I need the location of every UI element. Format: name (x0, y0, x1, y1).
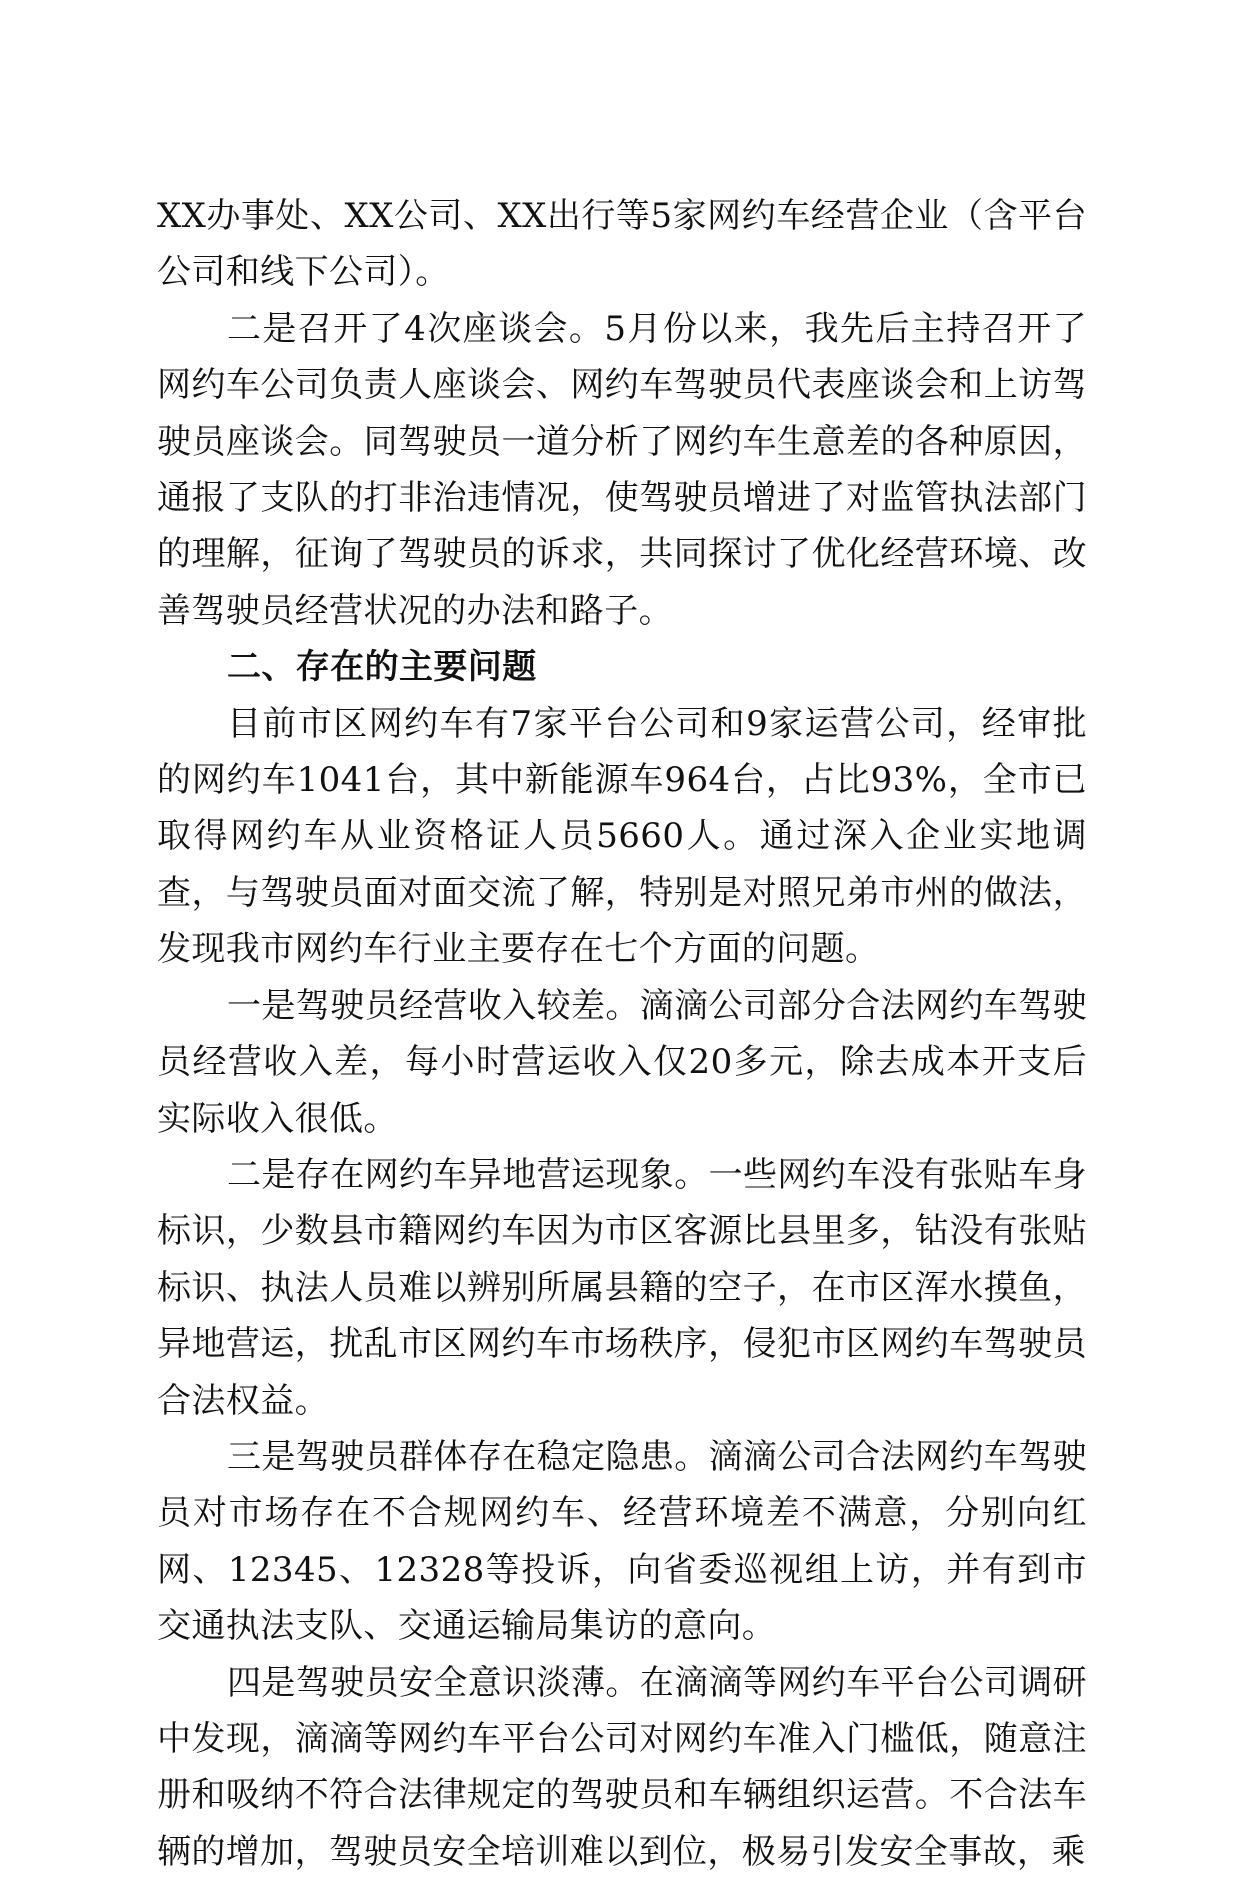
paragraph-continuation: XX办事处、XX公司、XX出行等5家网约车经营企业（含平台公司和线下公司）。 (157, 196, 1087, 293)
paragraph-problem-3: 三是驾驶员群体存在稳定隐患。滴滴公司合法网约车驾驶员对市场存在不合规网约车、经营环境差不满意，分别向红网、12345、12328等投诉，向省委巡视组上访，并有到市交通执法支队、交通运输局集访的意向。 (157, 1436, 1087, 1647)
document-body (157, 188, 1087, 1880)
paragraph-problem-2: 二是存在网约车异地营运现象。一些网约车没有张贴车身标识，少数县市籍网约车因为市区客源比县里多，钻没有张贴标识、执法人员难以辨别所属县籍的空子，在市区浑水摸鱼，异地营运，扰乱市区网约车市场秩序，侵犯市区网约车驾驶员合法权益。 (157, 1154, 1087, 1421)
section-heading-main-problems: 二、存在的主要问题 (227, 647, 537, 688)
paragraph-problem-1: 一是驾驶员经营收入较差。滴滴公司部分合法网约车驾驶员经营收入差，每小时营运收入仅20多元，除去成本开支后实际收入很低。 (157, 985, 1087, 1139)
paragraph-symposium: 二是召开了4次座谈会。5月份以来，我先后主持召开了网约车公司负责人座谈会、网约车驾驶员代表座谈会和上访驾驶员座谈会。同驾驶员一道分析了网约车生意差的各种原因，通报了支队的打非治违情况，使驾驶员增进了对监管执法部门的理解，征询了驾驶员的诉求，共同探讨了优化经营环境、改善驾驶员经营状况的办法和路子。 (157, 308, 1087, 631)
paragraph-overview: 目前市区网约车有7家平台公司和9家运营公司，经审批的网约车1041台，其中新能源车964台，占比93%，全市已取得网约车从业资格证人员5660人。通过深入企业实地调查，与驾驶员面对面交流了解，特别是对照兄弟市州的做法，发现我市网约车行业主要存在七个方面的问题。 (157, 703, 1087, 970)
paragraph-problem-4: 四是驾驶员安全意识淡薄。在滴滴等网约车平台公司调研中发现，滴滴等网约车平台公司对网约车准入门槛低，随意注册和吸纳不符合法律规定的驾驶员和车辆组织运营。不合法车辆的增加，驾驶员安全培训难以到位，极易引发安全事故，乘 (157, 1662, 1087, 1872)
